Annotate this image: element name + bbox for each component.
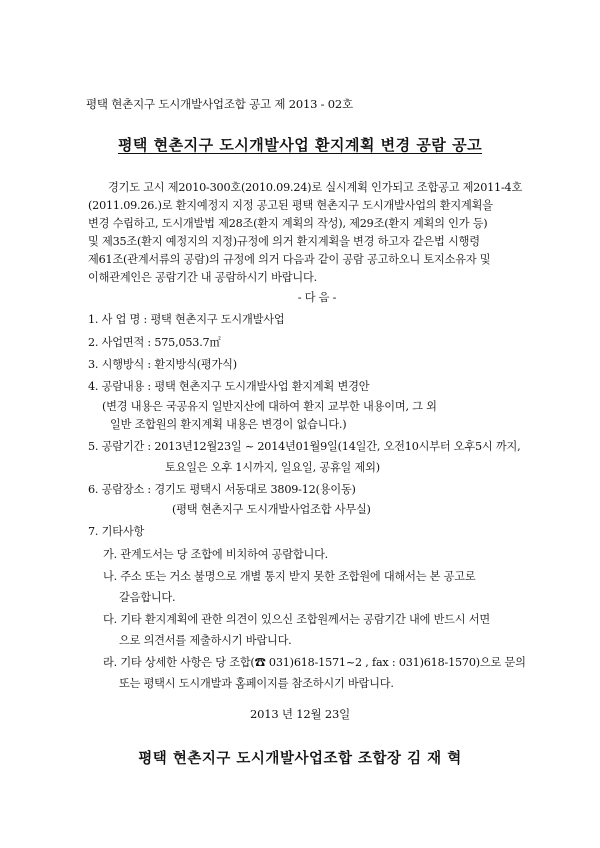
separator: - 다 음 - [297,291,337,304]
item-project-name: 1. 사 업 명 : 평택 현촌지구 도시개발사업 [88,313,285,326]
intro-line-5: 제61조(관계서류의 공람)의 규정에 의거 다음과 같이 공람 공고하오니 토지소유자 및 [88,253,491,266]
doc-date: 2013 년 12월 23일 [249,707,351,721]
item-other: 7. 기타사항 [88,525,145,538]
note-da-2: 으로 의견서를 제출하시기 바랍니다. [119,634,292,647]
signer: 평택 현촌지구 도시개발사업조합 조합장 김 재 혁 [138,750,462,767]
doc-title [0,137,600,153]
note-ra-2: 또는 평택시 도시개발과 홈페이지를 참조하시기 바랍니다. [119,677,394,690]
note-ga: 가. 관계도서는 당 조합에 비치하여 공람합니다. [103,548,329,561]
item-method: 3. 시행방식 : 환지방식(평가식) [88,358,237,371]
doc-title-text: 평택 현촌지구 도시개발사업 환지계획 변경 공람 공고 [117,136,483,154]
item-content: 4. 공람내용 : 평택 현촌지구 도시개발사업 환지계획 변경안 [88,380,370,393]
note-na-1: 나. 주소 또는 거소 불명으로 개별 통지 받지 못한 조합원에 대해서는 본 공고로 [103,570,476,583]
note-ra-1: 라. 기타 상세한 사항은 당 조합(☎ 031)618-1571~2 , fax : 031)618-1570)으로 문의 [103,656,526,669]
note-da-1: 다. 기타 환지계획에 관한 의견이 있으신 조합원께서는 공람기간 내에 반드시 서면 [103,613,490,626]
item-period: 5. 공람기간 : 2013년12월23일 ~ 2014년01월9일(14일간, 오전10시부터 오후5시 까지, [88,440,521,453]
item-period-cont: 토요일은 오후 1시까지, 일요일, 공휴일 제외) [165,461,380,474]
item-content-note-1: (변경 내용은 국공유지 일반지산에 대하여 환지 교부한 내용이며, 그 외 [102,400,437,413]
intro-line-3: 변경 수립하고, 도시개발법 제28조(환지 계획의 작성), 제29조(환지 계획의 인가 등) [88,217,488,230]
intro-line-1: 경기도 고시 제2010-300호(2010.09.24)로 실시계획 인가되고 조합공고 제2011-4호 [108,181,523,194]
doc-number: 평택 현촌지구 도시개발사업조합 공고 제 2013 - 02호 [86,97,353,111]
item-place: 6. 공람장소 : 경기도 평택시 서동대로 3809-12(용이동) [88,483,356,496]
item-project-area: 2. 사업면적 : 575,053.7㎡ [88,336,221,349]
intro-line-4: 및 제35조(환지 예정지의 지정)규정에 의거 환지계획을 변경 하고자 같은법 시행령 [88,235,480,248]
intro-line-2: (2011.09.26.)로 환지예정지 지정 공고된 평택 현촌지구 도시개발사업의 환지계획을 [88,199,493,212]
note-na-2: 갈음합니다. [119,591,176,604]
intro-line-6: 이해관계인은 공람기간 내 공람하시기 바랍니다. [88,271,317,284]
item-place-cont: (평택 현촌지구 도시개발사업조합 사무실) [172,503,371,516]
item-content-note-2: 일반 조합원의 환지계획 내용은 변경이 없습니다.) [110,418,347,431]
